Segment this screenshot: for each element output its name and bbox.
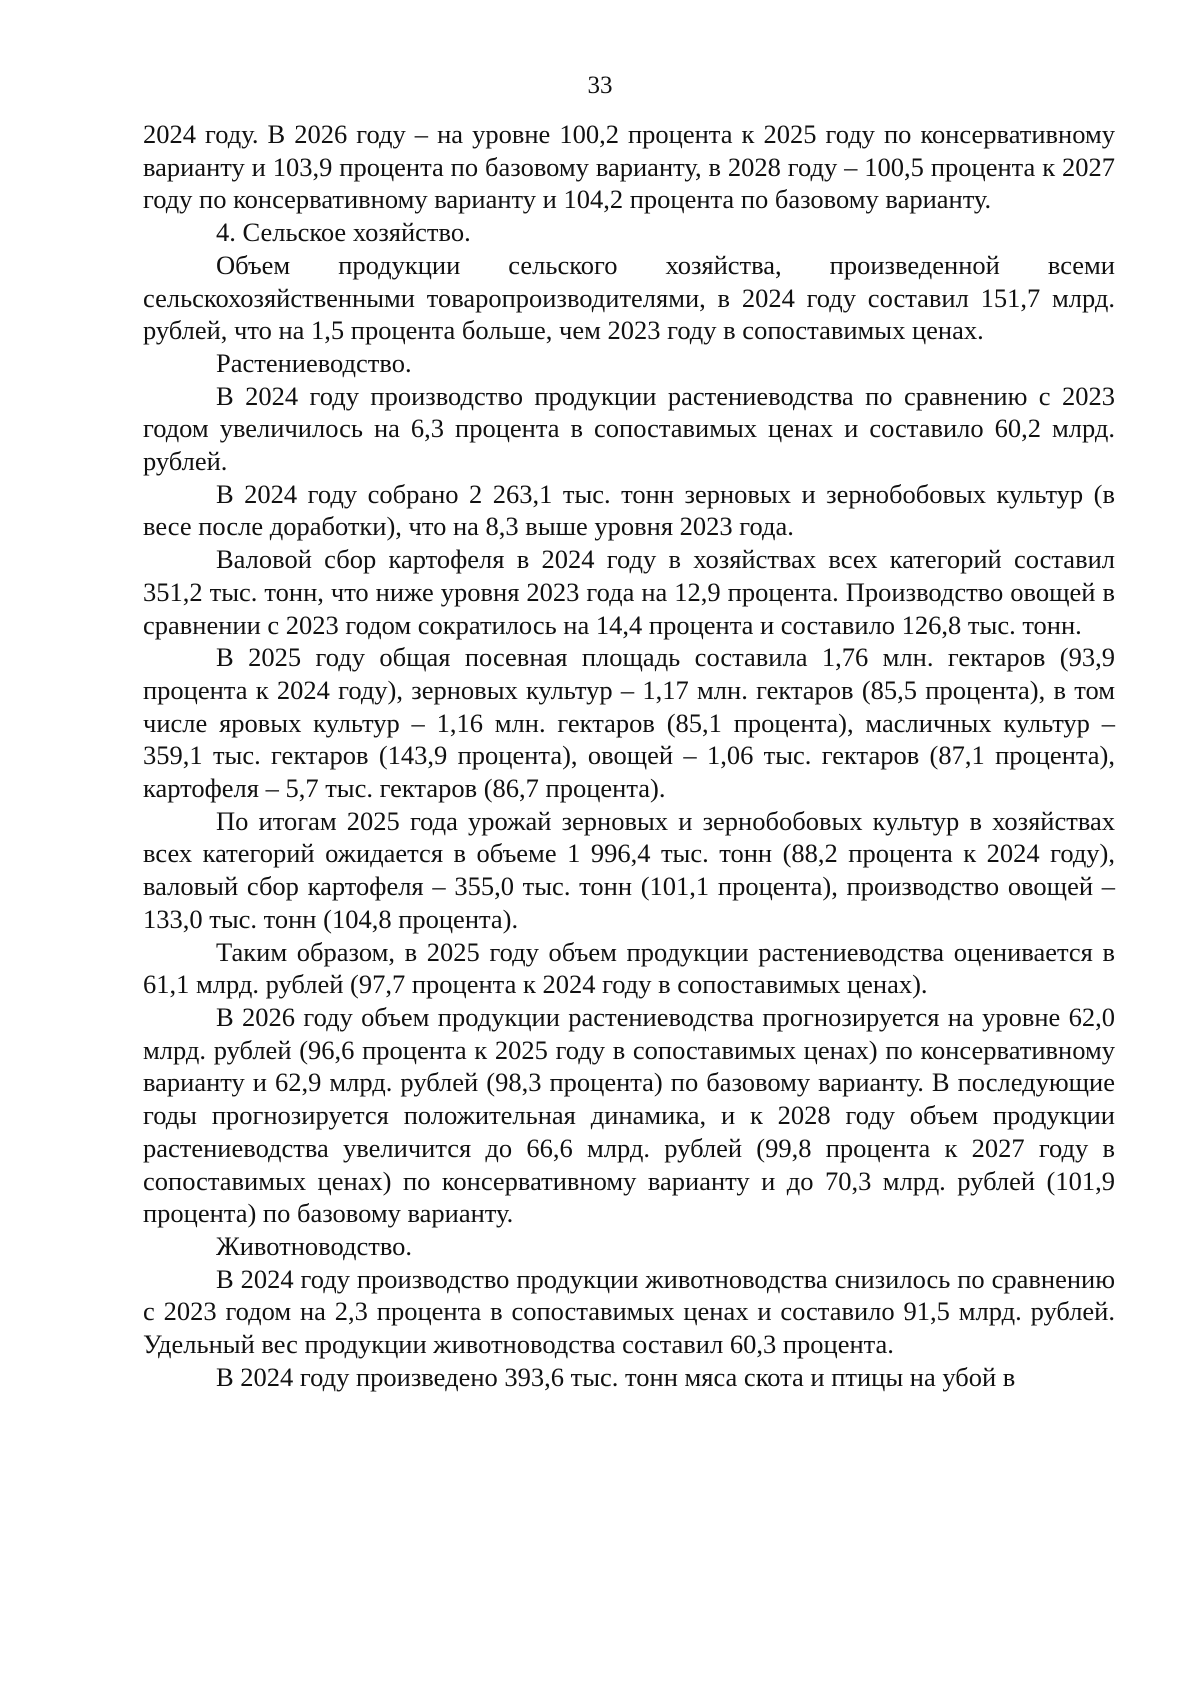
paragraph: По итогам 2025 года урожай зерновых и зернобобовых культур в хозяйствах всех категорий ожидается в объеме 1 996,4 тыс. тонн (88,2 процента к 2024 году), валовый сбор картофеля – 355,0 тыс. тонн (101,1 процента), производство овощей – 133,0 тыс. тонн (104,8 процента).	[143, 805, 1115, 934]
paragraph: Валовой сбор картофеля в 2024 году в хозяйствах всех категорий составил 351,2 тыс. тонн, что ниже уровня 2023 года на 12,9 процента. Производство овощей в сравнении с 2023 годом сократилось на 14,4 процента и составило 126,8 тыс. тонн.	[143, 544, 1115, 640]
paragraph-continuation: 2024 году. В 2026 году – на уровне 100,2 процента к 2025 году по консервативному варианту и 103,9 процента по базовому варианту, в 2028 году – 100,5 процента к 2027 году по консервативному варианту и 104,2 процента по базовому варианту.	[143, 119, 1115, 215]
paragraph: В 2025 году общая посевная площадь составила 1,76 млн. гектаров (93,9 процента к 2024 году), зерновых культур – 1,17 млн. гектаров (85,5 процента), в том числе яровых культур – 1,16 млн. гектаров (85,1 процента), масличных культур – 359,1 тыс. гектаров (143,9 процента), овощей – 1,06 тыс. гектаров (87,1 процента), картофеля – 5,7 тыс. гектаров (86,7 процента).	[143, 642, 1115, 804]
subsection-heading-crop-production: Растениеводство.	[216, 347, 412, 378]
section-heading-agriculture: 4. Сельское хозяйство.	[216, 217, 471, 248]
paragraph: Таким образом, в 2025 году объем продукции растениеводства оценивается в 61,1 млрд. рублей (97,7 процента к 2024 году в сопоставимых ценах).	[143, 936, 1115, 1000]
paragraph: В 2024 году производство продукции растениеводства по сравнению с 2023 годом увеличилось на 6,3 процента в сопоставимых ценах и составило 60,2 млрд. рублей.	[143, 380, 1115, 477]
subsection-heading-livestock: Животноводство.	[216, 1230, 413, 1261]
page-number: 33	[587, 72, 613, 99]
paragraph: В 2024 году собрано 2 263,1 тыс. тонн зерновых и зернобобовых культур (в весе после доработки), что на 8,3 выше уровня 2023 года.	[143, 478, 1115, 542]
paragraph: В 2024 году производство продукции животноводства снизилось по сравнению с 2023 годом на 2,3 процента в сопоставимых ценах и составило 91,5 млрд. рублей. Удельный вес продукции животноводства составил 60,3 процента.	[143, 1263, 1115, 1360]
document-body	[143, 118, 1115, 1393]
paragraph-continues-next-page: В 2024 году произведено 393,6 тыс. тонн мяса скота и птицы на убой в	[216, 1361, 1016, 1392]
paragraph: В 2026 году объем продукции растениеводства прогнозируется на уровне 62,0 млрд. рублей (96,6 процента к 2025 году в сопоставимых ценах) по консервативному варианту и 62,9 млрд. рублей (98,3 процента) по базовому варианту. В последующие годы прогнозируется положительная динамика, и к 2028 году объем продукции растениеводства увеличится до 66,6 млрд. рублей (99,8 процента к 2027 году в сопоставимых ценах) по консервативному варианту и до 70,3 млрд. рублей (101,9 процента) по базовому варианту.	[143, 1001, 1115, 1229]
paragraph: Объем продукции сельского хозяйства, произведенной всеми сельскохозяйственными товаропроизводителями, в 2024 году составил 151,7 млрд. рублей, что на 1,5 процента больше, чем 2023 году в сопоставимых ценах.	[143, 249, 1115, 346]
